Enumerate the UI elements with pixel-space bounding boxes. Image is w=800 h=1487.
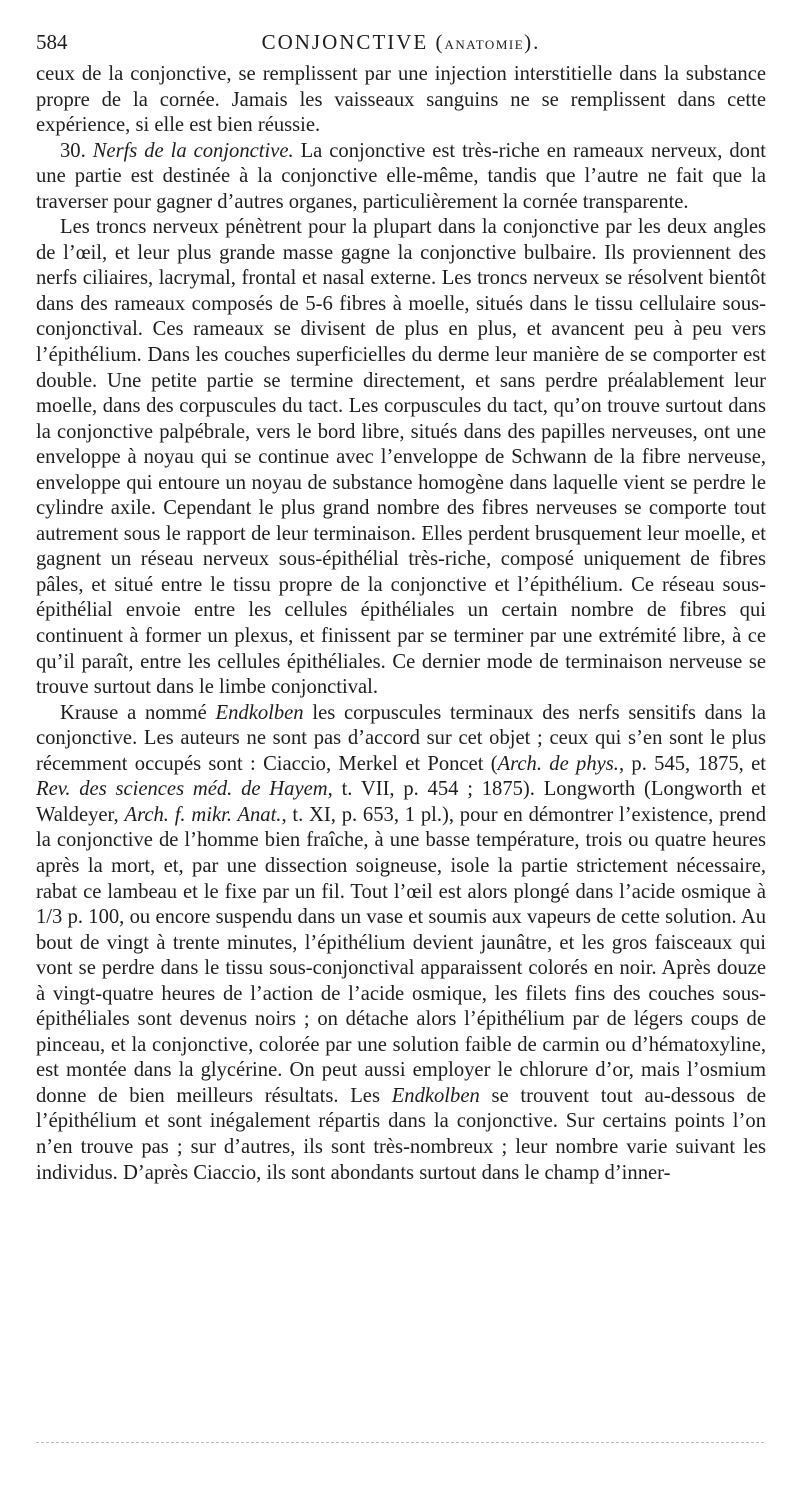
ref-arch-mikr-anat: Arch. f. mikr. Anat. [124,803,282,826]
krause-text-2: les corpuscules terminaux des nerfs sensitifs dans la conjonctive. Les auteurs ne sont pas d’accord sur cet objet ; ceux qui s’en sont le plus récemment occupés sont : Ciaccio, Merkel et Poncet ( [36,701,766,775]
running-title-end: ). [524,30,541,54]
krause-text-4: , t. VII, p. 454 ; 1875). Longworth (Longworth et Waldeyer, [36,778,766,826]
term-endkolben-2: Endkolben [391,1084,480,1107]
paragraph-nerve-trunks: Les troncs nerveux pénètrent pour la plupart dans la conjonctive par les deux angles de l’œil, et leur plus grande masse gagne la conjonctive bulbaire. Ils proviennent des nerfs ciliaires, lacrymal, frontal et nasal externe. Les troncs nerveux se résolvent bientôt dans des rameaux composés de 5-6 fibres à moelle, situés dans le tissu cellulaire sous-conjonctival. Ces rameaux se divisent de plus en plus, et avancent peu à peu vers l’épithélium. Dans les couches superficielles du derme leur manière de se comporter est double. Une petite partie se termine directement, et sans perdre préalablement leur moelle, dans des corpuscules du tact. Les corpuscules du tact, qu’on trouve surtout dans la conjonctive palpébrale, vers le bord libre, situés dans des papilles nerveuses, ont une enveloppe à noyau qui se continue avec l’enveloppe de Schwann de la fibre nerveuse, enveloppe qui entoure un noyau de substance homogène dans laquelle vient se perdre le cylindre axile. Cependant le plus grand nombre des fibres nerveuses se comporte tout autrement sous le rapport de leur terminaison. Elles perdent brusquement leur moelle, et gagnent un réseau nerveux sous-épithélial très-riche, composé uniquement de fibres pâles, et situé entre le tissu propre de la conjonctive et l’épithélium. Ce réseau sous-épithélial envoie entre les cellules épithéliales un certain nombre de fibres qui continuent à former un plexus, et finissent par se terminer par une extrémité libre, à ce qu’il paraît, entre les cellules épithéliales. Ce dernier mode de terminaison nerveuse se trouve surtout dans le limbe conjonctival. [36,216,766,699]
paragraph-krause [36,701,766,1186]
bottom-dashed-rule [36,1442,764,1443]
body-text [36,62,766,1186]
running-title-subject: ANATOMIE [444,37,525,52]
section-number: 30. [60,139,86,162]
krause-text-3: , p. 545, 1875, et [618,752,766,775]
krause-text-5: , t. XI, p. 653, 1 pl.), pour en démontrer l’existence, prend la conjonctive de l’homme bien fraîche, à une basse température, trois ou quatre heures après la mort, et, par une dissection soigneuse, isole la partie strictement nécessaire, rabat ce lambeau et le fixe par un fil. Tout l’œil est alors plongé dans l’acide osmique à 1/3 p. 100, ou encore suspendu dans un vase et soumis aux vapeurs de cette solution. Au bout de vingt à trente minutes, l’épithélium devient jaunâtre, et les gros faisceaux qui vont se perdre dans le tissu sous-conjonctival apparaissent colorés en noir. Après douze à vingt-quatre heures de l’action de l’acide osmique, les filets fins des couches sous-épithéliales sont devenus noirs ; on détache alors l’épithélium par de légers coups de pinceau, et la conjonctive, colorée par une solution faible de carmin ou d’hématoxyline, est montée dans la glycérine. On peut aussi employer le chlorure d’or, mais l’osmium donne de bien meilleurs résultats. Les [36,803,767,1107]
section-30-text: La conjonctive est très-riche en rameaux nerveux, dont une partie est destinée à la conjonctive elle-même, tandis que l’autre ne fait que la traverser pour gagner d’autres organes, particulièrement la cornée transparente. [36,139,766,213]
paragraph-continuation: ceux de la conjonctive, se remplissent par une injection interstitielle dans la substance propre de la cornée. Jamais les vaisseaux sanguins ne se remplissent dans cette expérience, si elle est bien réussie. [36,63,766,137]
paragraph-section-30 [36,139,766,216]
ref-rev-sciences: Rev. des sciences méd. de Hayem [36,778,328,801]
running-title [36,30,766,55]
term-endkolben: Endkolben [215,701,304,724]
running-title-main: CONJONCTIVE ( [261,30,445,54]
page-header [36,30,766,60]
page-number: 584 [36,30,68,54]
krause-text-6: se trouvent tout au-dessous de l’épithélium et sont inégalement répartis dans la conjonctive. Sur certains points l’on n’en trouve pas ; sur d’autres, ils sont très-nombreux ; leur nombre varie suivant les individus. D’après Ciaccio, ils sont abondants surtout dans le champ d’inner- [36,1084,766,1184]
krause-text-1: Krause a nommé [60,701,216,724]
ref-arch-phys: Arch. de phys. [497,752,619,775]
section-title: Nerfs de la conjonctive. [92,139,294,162]
